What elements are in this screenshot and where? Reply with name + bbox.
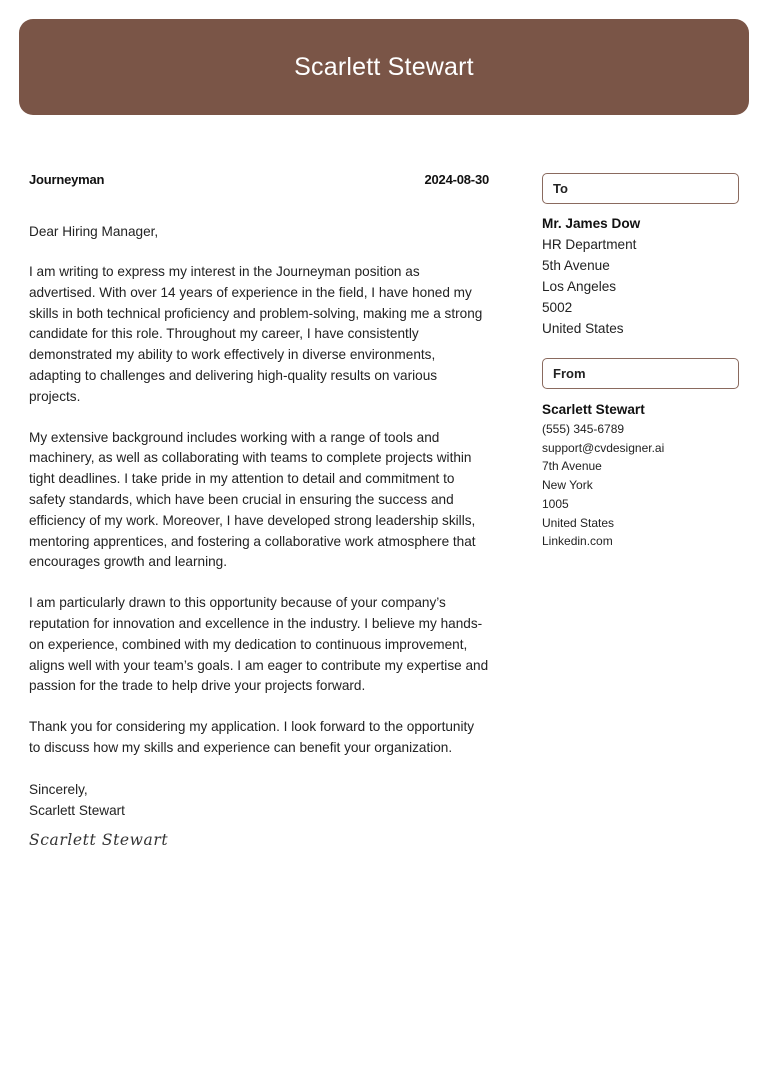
sender-linkedin: Linkedin.com xyxy=(542,534,613,549)
sender-email: support@cvdesigner.ai xyxy=(542,440,665,455)
sender-country: United States xyxy=(542,515,615,530)
sender-phone: (555) 345-6789 xyxy=(542,422,625,436)
signature: Scarlett Stewart xyxy=(29,830,169,849)
paragraph: My extensive background includes working with a range of tools and machinery, as well as collaborating with teams to complete projects within tight deadlines. I take pride in my attention to detail and commitment to safety standards, which have been crucial in ensuring the success and efficiency of my work. Moreover, I have developed strong leadership skills, mentoring apprentices, and fostering a collaborative work atmosphere that encourages growth and learning. xyxy=(29,429,476,570)
sender-name: Scarlett Stewart xyxy=(542,402,645,417)
sender-city: New York xyxy=(542,478,593,493)
recipient-zip: 5002 xyxy=(542,300,573,315)
header-banner xyxy=(19,19,749,115)
closing-block xyxy=(29,779,489,821)
letter-body xyxy=(29,172,489,849)
from-label: From xyxy=(553,366,586,381)
letter-meta xyxy=(29,172,489,187)
letter-date: 2024-08-30 xyxy=(424,172,489,187)
sender-zip: 1005 xyxy=(542,496,569,511)
paragraph: Thank you for considering my application. I look forward to the opportunity to discuss how my skills and experience can benefit your organization. xyxy=(29,719,475,755)
greeting: Dear Hiring Manager, xyxy=(29,224,159,239)
job-position: Journeyman xyxy=(29,172,105,187)
closing-salutation: Sincerely, xyxy=(29,781,88,797)
sender-street: 7th Avenue xyxy=(542,459,602,474)
recipient-city: Los Angeles xyxy=(542,279,617,294)
closing-name: Scarlett Stewart xyxy=(29,802,125,818)
from-section-header xyxy=(542,358,739,389)
recipient-department: HR Department xyxy=(542,237,637,252)
paragraph: I am writing to express my interest in the Journeyman position as advertised. With over 14 years of experience in the field, I have honed my skills in both technical proficiency and problem-solving, making me a strong candidate for this role. Throughout my career, I have consistently demonstrated my ability to work effectively in diverse environments, adapting to challenges and delivering high-quality results on various projects. xyxy=(29,264,483,404)
to-label: To xyxy=(553,181,568,196)
recipient-country: United States xyxy=(542,321,624,336)
recipient-name: Mr. James Dow xyxy=(542,216,641,231)
address-sidebar xyxy=(542,173,739,551)
sender-address xyxy=(542,399,739,551)
to-section-header xyxy=(542,173,739,204)
paragraph: I am particularly drawn to this opportunity because of your company’s reputation for innovation and excellence in the industry. I believe my hands-on experience, combined with my dedication to continuous improvement, aligns well with your team’s goals. I am eager to contribute my expertise and passion for the trade to help drive your projects forward. xyxy=(29,595,489,694)
recipient-street: 5th Avenue xyxy=(542,258,610,273)
recipient-address xyxy=(542,213,739,339)
applicant-name-title: Scarlett Stewart xyxy=(294,52,474,81)
